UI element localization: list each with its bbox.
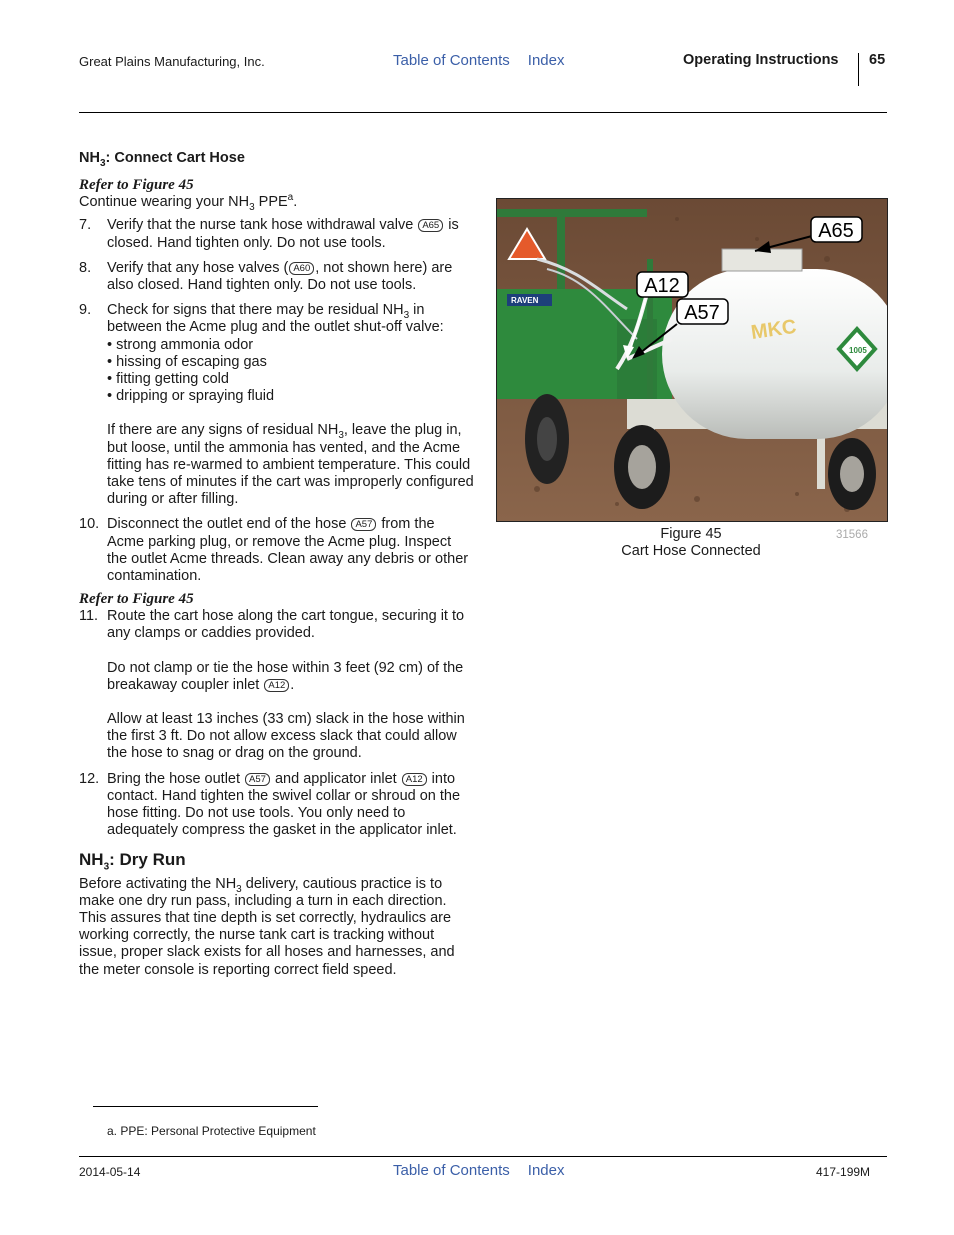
callout-ref: A65 <box>418 219 443 232</box>
header-divider <box>858 53 859 86</box>
bullet-item: • dripping or spraying fluid <box>107 388 275 405</box>
footer-rule <box>79 1156 887 1157</box>
main-column <box>79 150 474 979</box>
footer-date: 2014-05-14 <box>79 1165 141 1179</box>
callout-ref: A12 <box>402 773 427 786</box>
company-name: Great Plains Manufacturing, Inc. <box>79 54 265 69</box>
steps-list-continued <box>79 608 474 839</box>
heading-connect-cart-hose: $NH_3$: Connect Cart Hose <box>79 150 245 169</box>
cart-hose-illustration <box>497 199 887 521</box>
figure-photo <box>496 198 888 522</box>
header-nav <box>393 52 578 70</box>
figure-number: Figure 45 <box>660 526 722 542</box>
figure-id: 31566 <box>836 529 868 541</box>
callout-ref: A57 <box>351 518 376 531</box>
footer-nav <box>393 1162 578 1180</box>
callout-ref: A12 <box>264 679 289 692</box>
footnote: a. PPE: Personal Protective Equipment <box>107 1124 316 1138</box>
section-title: Operating Instructions <box>683 52 839 68</box>
page-number: 65 <box>869 52 886 68</box>
callout-ref: A60 <box>289 262 314 275</box>
refer-figure: Refer to Figure 45 <box>79 591 194 608</box>
list-item: 9. Check for signs that there may be residual $NH_3$ in between the Acme plug and the outlet shut-off valve: • strong ammonia odor • hissing of escaping gas • fitting getting cold • dripping or spraying fluid If there are any signs of residual $NH_3$, leave the plug in, but loose, until the ammonia has vented, and the Acme fitting has re-warmed to ambient temperature. This could take tens of minutes if the cart was improperly configured during or after filling. <box>79 302 474 508</box>
dry-run-text: Before activating the $NH_3$ delivery, cautious practice is to make one dry run pass, including a turn in each direction. This assures that tine depth is set correctly, hydraulics are working correctly, the nurse tank cart is tracking without issue, proper slack exists for all hoses and harnesses, and the meter console is reporting correct field speed. <box>79 875 455 978</box>
list-item: 7. Verify that the nurse tank hose withdrawal valve A65 is closed. Hand tighten only. Do not use tools. <box>79 217 459 251</box>
callout-label: A65 <box>818 220 854 242</box>
footnote-rule <box>93 1106 318 1107</box>
warning-signs-list <box>107 337 474 406</box>
header-toc-link[interactable]: Table of Contents <box>393 52 510 69</box>
tank-brand-label: MKC <box>749 315 798 344</box>
residual-note: If there are any signs of residual $NH_3$, leave the plug in, but loose, until the ammonia has vented, and the Acme fitting has re-warmed to ambient temperature. This could take tens of minutes if the cart was improperly configured during or after filling. <box>107 422 474 508</box>
footer-doc-number: 417-199M <box>816 1165 871 1179</box>
figure-caption <box>496 526 886 560</box>
steps-list <box>79 217 474 585</box>
figure-title: Cart Hose Connected <box>621 543 761 560</box>
heading-dry-run: $NH_3$: Dry Run <box>79 849 186 872</box>
refer-figure: Refer to Figure 45 <box>79 177 194 194</box>
bullet-item: • strong ammonia odor <box>107 336 254 353</box>
header-index-link[interactable]: Index <box>527 52 565 69</box>
list-item: 11. Route the cart hose along the cart tongue, securing it to any clamps or caddies provided. Do not clamp or tie the hose within 3 feet (92 cm) of the breakaway coupler inlet A12 . Allow at least 13 inches (33 cm) slack in the hose within the first 3 ft. Do not allow excess slack that could allow the hose to snag or drag on the ground. <box>79 608 465 762</box>
intro-text: Continue wearing your $NH_3$ PPE$^a$. <box>79 192 298 214</box>
callout-ref: A57 <box>245 773 270 786</box>
footer-index-link[interactable]: Index <box>527 1162 565 1179</box>
bullet-item: • hissing of escaping gas <box>107 353 267 370</box>
callout-label: A57 <box>684 302 720 324</box>
raven-label: RAVEN <box>511 296 539 305</box>
hazmat-badge: 1005 <box>849 346 867 355</box>
footer-toc-link[interactable]: Table of Contents <box>393 1162 510 1179</box>
list-item: 10. Disconnect the outlet end of the hose A57 from the Acme parking plug, or remove the Acme plug. Inspect the outlet Acme threads. Clean away any debris or other contamination. <box>79 516 469 585</box>
list-item: 12. Bring the hose outlet A57 and applicator inlet A12 into contact. Hand tighten the swivel collar or shroud on the hose fitting. Do not use tools. You only need to adequately compress the gasket in the applicator inlet. <box>79 770 461 839</box>
callout-label: A12 <box>644 275 680 297</box>
bullet-item: • fitting getting cold <box>107 371 229 388</box>
header-rule <box>79 112 887 113</box>
list-item: 8. Verify that any hose valves ( A60 , not shown here) are also closed. Hand tighten only. Do not use tools. <box>79 259 453 294</box>
